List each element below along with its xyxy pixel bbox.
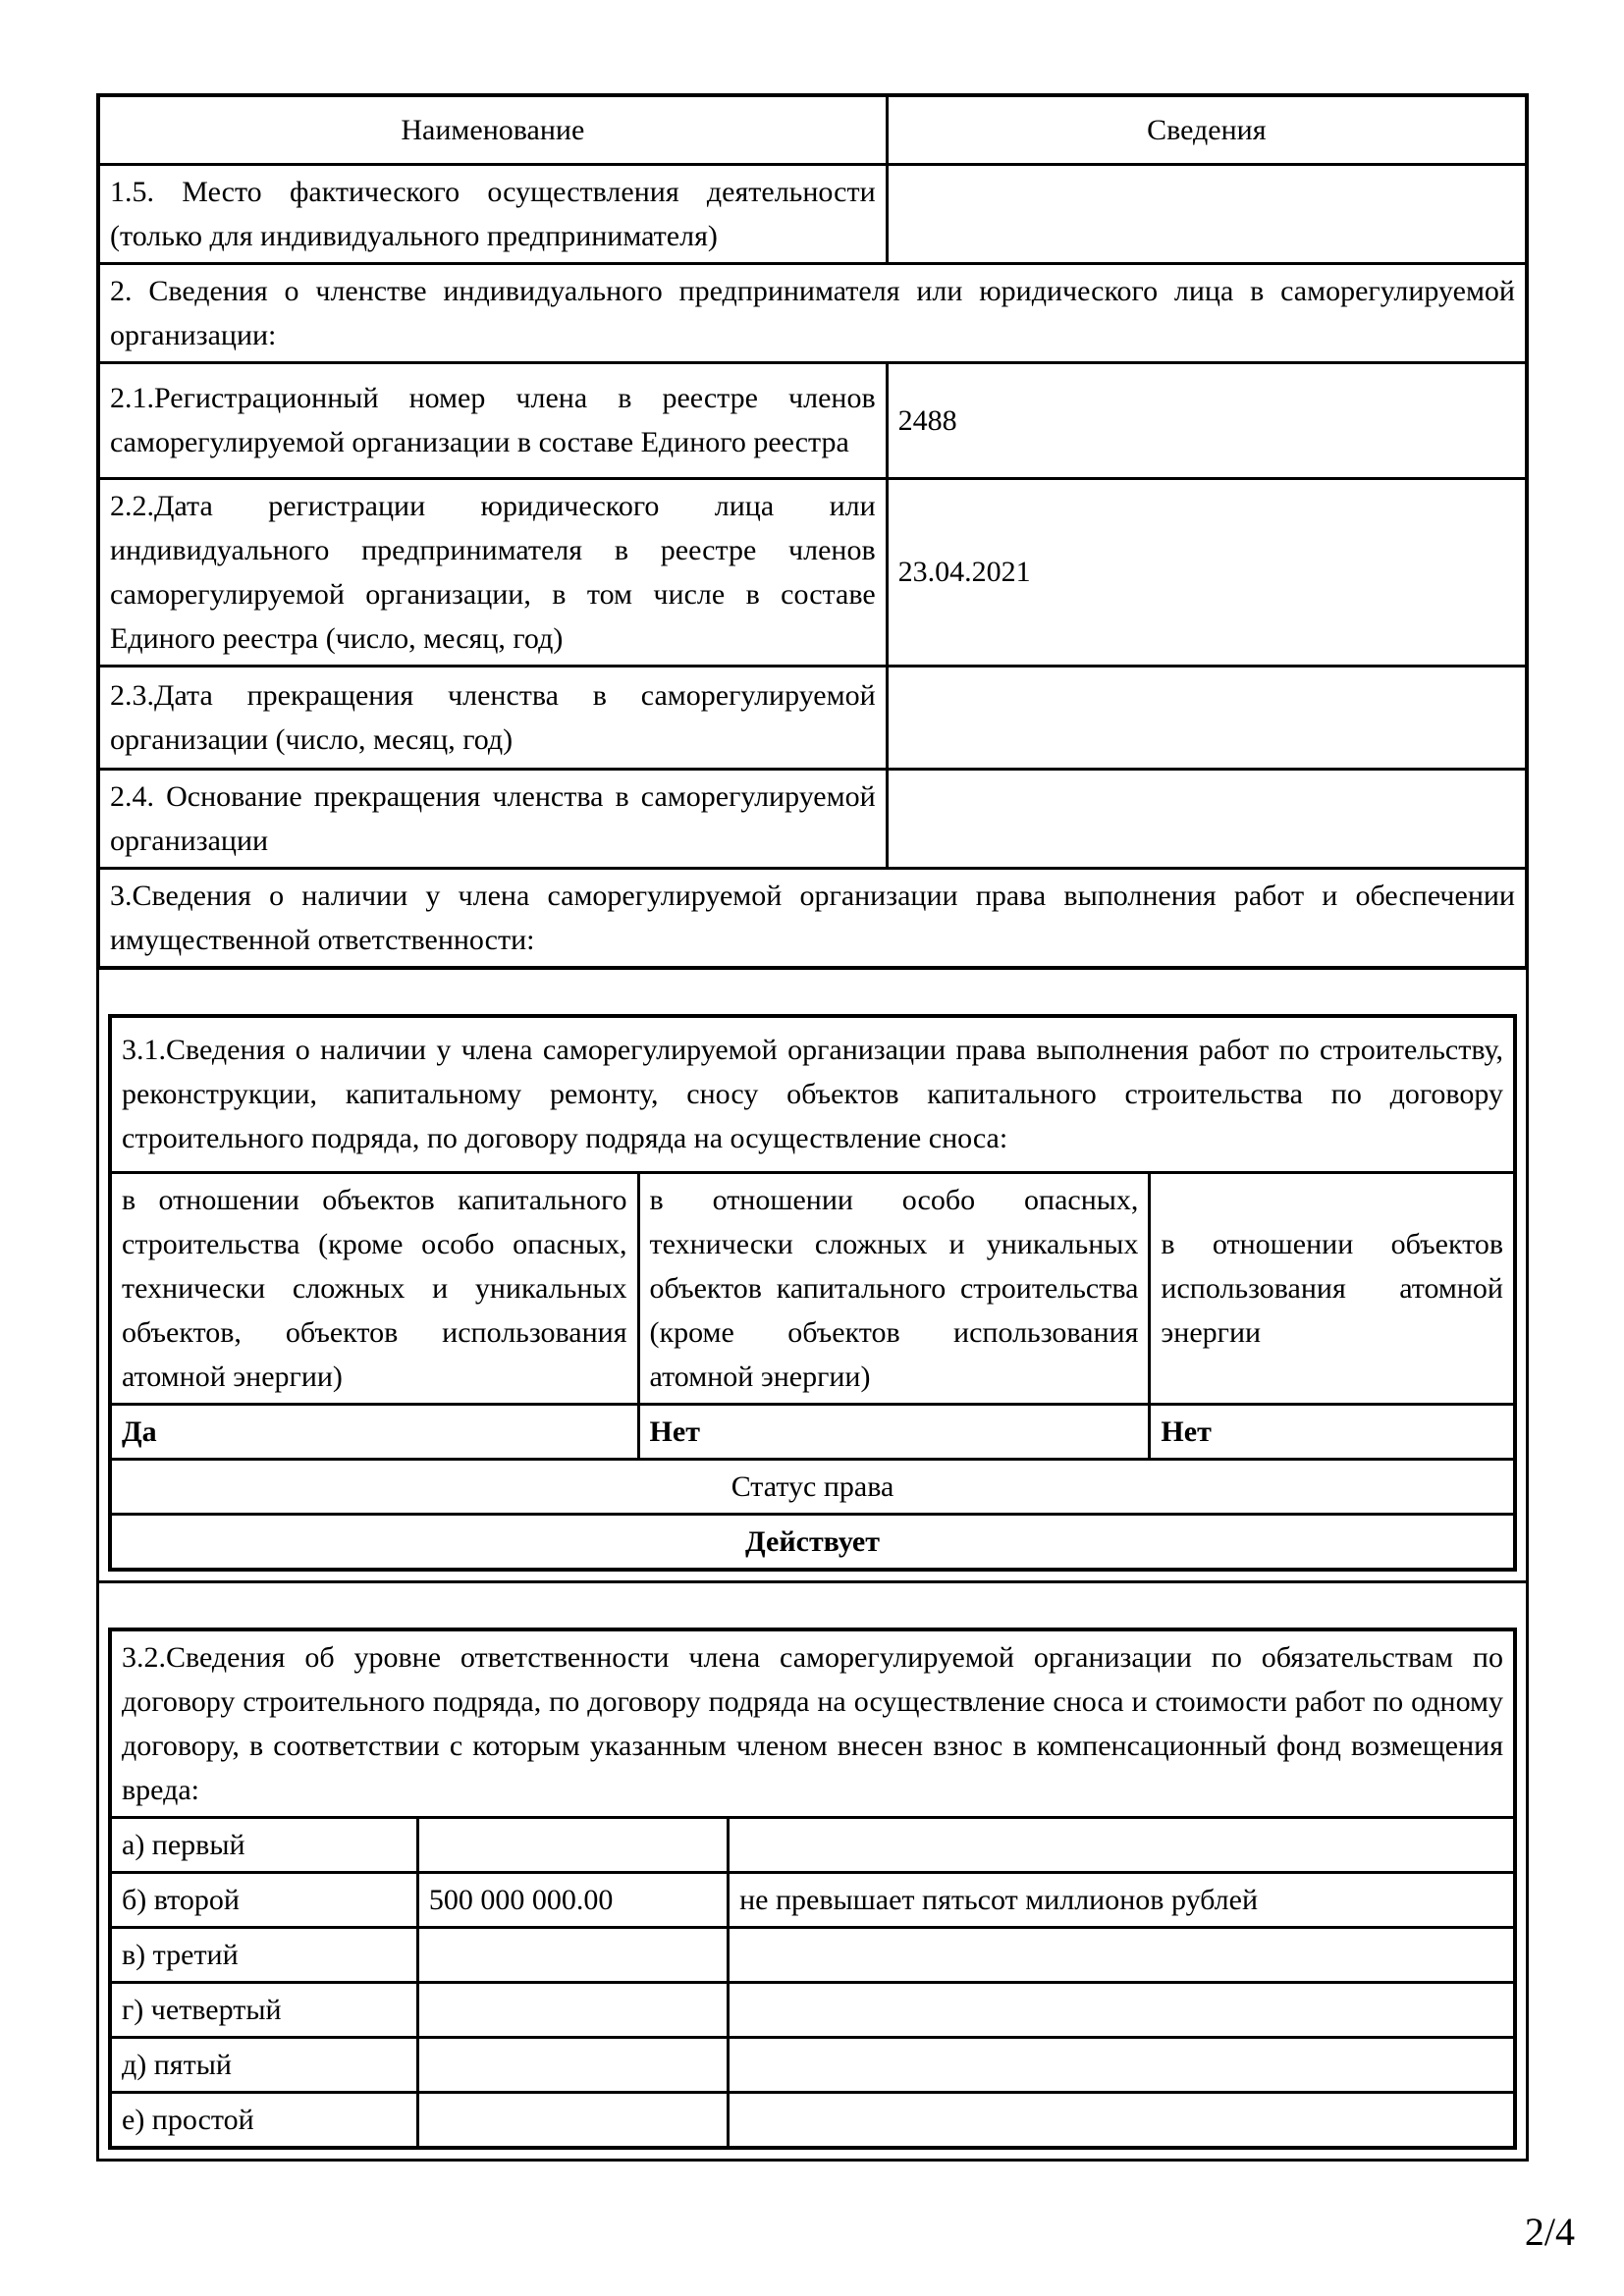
- answer-capital: Да: [110, 1405, 638, 1460]
- status-value-row: [110, 1515, 1515, 1571]
- level-label: б) второй: [110, 1873, 417, 1928]
- level-amount: [417, 1818, 728, 1873]
- section-2-heading: 2. Сведения о членстве индивидуального предпринимателя или юридического лица в саморегулируемой организации:: [98, 263, 1527, 362]
- column-header-info: Сведения: [887, 95, 1527, 164]
- block-3-1-answers-row: [110, 1405, 1515, 1460]
- row-1-5-label: 1.5. Место фактического осуществления деятельности (только для индивидуального предпринимателя): [98, 164, 887, 263]
- table-row-2-2: [98, 478, 1527, 666]
- level-limit: [729, 1983, 1515, 2038]
- block-3-1-intro: 3.1.Сведения о наличии у члена саморегулируемой организации права выполнения работ по строительству, реконструкции, капитальному ремонту, сносу объектов капитального строительства по договору строительного подряда, по договору подряда на осуществление сноса:: [110, 1016, 1515, 1173]
- level-limit: не превышает пятьсот миллионов рублей: [729, 1873, 1515, 1928]
- row-2-3-label: 2.3.Дата прекращения членства в саморегулируемой организации (число, месяц, год): [98, 666, 887, 769]
- level-amount: [417, 1928, 728, 1983]
- registry-main-table: [96, 93, 1529, 970]
- level-label: е) простой: [110, 2093, 417, 2149]
- section-3-heading: 3.Сведения о наличии у члена саморегулируемой организации права выполнения работ и обеспечении имущественной ответственности:: [98, 868, 1527, 968]
- scope-column-capital: в отношении объектов капитального строительства (кроме особо опасных, технически сложных и уникальных объектов, объектов использования атомной энергии): [110, 1173, 638, 1405]
- block-3-2-frame: [96, 1583, 1529, 2162]
- row-2-2-value: 23.04.2021: [887, 478, 1527, 666]
- level-amount: [417, 2093, 728, 2149]
- row-2-3-value: [887, 666, 1527, 769]
- level-limit: [729, 2093, 1515, 2149]
- level-label: д) пятый: [110, 2038, 417, 2093]
- block-3-1-frame: [96, 970, 1529, 1584]
- table-row-1-5: [98, 164, 1527, 263]
- column-header-name: Наименование: [98, 95, 887, 164]
- scope-column-nuclear: в отношении объектов использования атомной энергии: [1150, 1173, 1515, 1405]
- section-3-row: [98, 868, 1527, 968]
- answer-nuclear: Нет: [1150, 1405, 1515, 1460]
- level-amount: [417, 2038, 728, 2093]
- section-2-row: [98, 263, 1527, 362]
- block-3-2-intro-row: [110, 1629, 1515, 1818]
- status-value: Действует: [110, 1515, 1515, 1571]
- status-label: Статус права: [110, 1460, 1515, 1515]
- block-3-1-table: [108, 1014, 1517, 1573]
- level-amount: [417, 1983, 728, 2038]
- level-limit: [729, 1928, 1515, 1983]
- level-amount: 500 000 000.00: [417, 1873, 728, 1928]
- status-label-row: [110, 1460, 1515, 1515]
- answer-hazardous: Нет: [638, 1405, 1150, 1460]
- row-2-1-label: 2.1.Регистрационный номер члена в реестре членов саморегулируемой организации в составе Единого реестра: [98, 362, 887, 478]
- level-row-third: [110, 1928, 1515, 1983]
- level-label: г) четвертый: [110, 1983, 417, 2038]
- level-label: в) третий: [110, 1928, 417, 1983]
- table-row-2-3: [98, 666, 1527, 769]
- level-row-simple: [110, 2093, 1515, 2149]
- document-page: [96, 93, 1529, 2162]
- row-2-4-value: [887, 769, 1527, 868]
- block-3-2-intro: 3.2.Сведения об уровне ответственности члена саморегулируемой организации по обязательствам по договору строительного подряда, по договору подряда на осуществление сноса и стоимости работ по одному договору, в соответствии с которым указанным членом внесен взнос в компенсационный фонд возмещения вреда:: [110, 1629, 1515, 1818]
- row-2-4-label: 2.4. Основание прекращения членства в саморегулируемой организации: [98, 769, 887, 868]
- scope-column-hazardous: в отношении особо опасных, технически сложных и уникальных объектов капитального строительства (кроме объектов использования атомной энергии): [638, 1173, 1150, 1405]
- level-row-fifth: [110, 2038, 1515, 2093]
- page-number: 2/4: [1524, 2210, 1575, 2254]
- table-row-2-4: [98, 769, 1527, 868]
- level-limit: [729, 1818, 1515, 1873]
- table-row-2-1: [98, 362, 1527, 478]
- level-row-first: [110, 1818, 1515, 1873]
- row-1-5-value: [887, 164, 1527, 263]
- block-3-1-intro-row: [110, 1016, 1515, 1173]
- level-limit: [729, 2038, 1515, 2093]
- table-header-row: [98, 95, 1527, 164]
- row-2-2-label: 2.2.Дата регистрации юридического лица или индивидуального предпринимателя в реестре членов саморегулируемой организации, в том числе в составе Единого реестра (число, месяц, год): [98, 478, 887, 666]
- level-label: а) первый: [110, 1818, 417, 1873]
- row-2-1-value: 2488: [887, 362, 1527, 478]
- block-3-1-columns-row: [110, 1173, 1515, 1405]
- block-3-2-table: [108, 1628, 1517, 2150]
- level-row-second: [110, 1873, 1515, 1928]
- level-row-fourth: [110, 1983, 1515, 2038]
